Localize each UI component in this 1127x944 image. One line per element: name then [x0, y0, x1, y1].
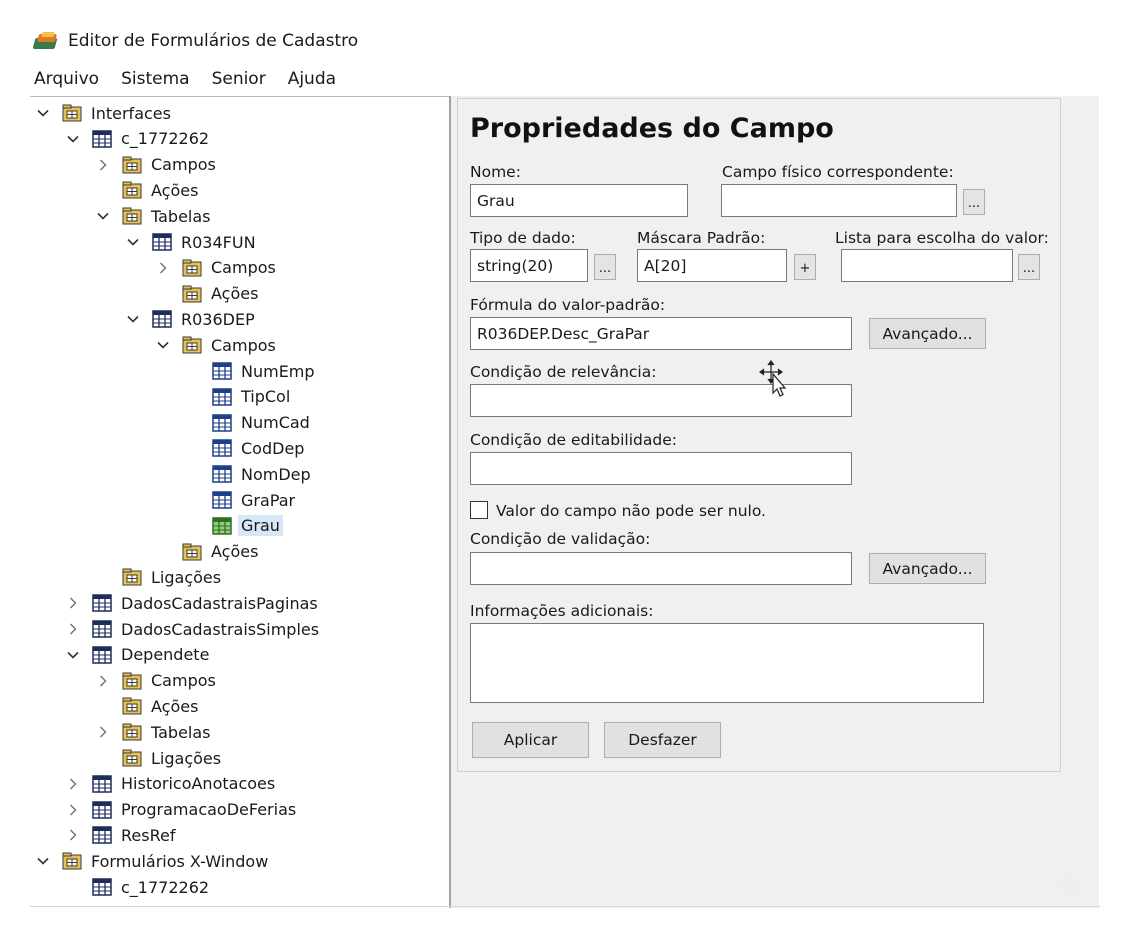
formula-advanced-button[interactable]: Avançado...: [869, 318, 986, 349]
tree-item-label: ResRef: [121, 825, 176, 845]
tree-item[interactable]: [36, 849, 271, 873]
info-textarea[interactable]: [470, 623, 984, 703]
menu-bar: [34, 67, 358, 93]
tree-item[interactable]: [66, 591, 321, 615]
chevron-down-icon[interactable]: [126, 235, 140, 249]
field-icon: [212, 414, 232, 432]
relevancia-label: Condição de relevância:: [470, 363, 657, 381]
folder-icon: [122, 697, 142, 715]
tree-item-label: Ações: [151, 180, 199, 200]
tree-item-label: HistoricoAnotacoes: [121, 774, 276, 794]
tree-item[interactable]: [186, 385, 293, 409]
table-icon: [92, 801, 112, 819]
chevron-right-icon[interactable]: [96, 158, 110, 172]
chevron-right-icon[interactable]: [96, 674, 110, 688]
tree-item-label: GraPar: [241, 490, 296, 510]
table-icon: [92, 594, 112, 612]
chevron-down-icon[interactable]: [156, 338, 170, 352]
field-icon: [212, 388, 232, 406]
tree-item[interactable]: [186, 436, 307, 460]
tree-item[interactable]: [66, 643, 212, 667]
tree-item-label: DadosCadastraisPaginas: [121, 593, 318, 613]
window-title: Editor de Formulários de Cadastro: [68, 31, 359, 51]
tree-item-label: c_1772262: [121, 129, 210, 149]
tree-item[interactable]: [96, 746, 224, 770]
mascara-add-button[interactable]: +: [794, 254, 816, 280]
field-selected-icon: [212, 517, 232, 535]
tree-item[interactable]: [66, 127, 212, 151]
tree-item[interactable]: [66, 772, 278, 796]
relevancia-field[interactable]: [470, 384, 852, 417]
sparkle-icon: [1046, 862, 1094, 910]
chevron-down-icon[interactable]: [66, 132, 80, 146]
tree-item[interactable]: [186, 359, 318, 383]
chevron-right-icon[interactable]: [66, 622, 80, 636]
folder-icon: [62, 852, 82, 870]
tree-item[interactable]: [66, 823, 178, 847]
tree-item-label: R034FUN: [181, 232, 256, 252]
tree-item-label: Formulários X-Window: [91, 851, 269, 871]
tree-item-label: DadosCadastraisSimples: [121, 619, 320, 639]
folder-icon: [122, 568, 142, 586]
info-label: Informações adicionais:: [470, 602, 654, 620]
tree-item-label: Campos: [151, 155, 216, 175]
apply-button[interactable]: Aplicar: [472, 722, 589, 758]
tree-item[interactable]: [96, 153, 219, 177]
editabilidade-field[interactable]: [470, 452, 852, 485]
chevron-down-icon[interactable]: [126, 312, 140, 326]
chevron-right-icon[interactable]: [66, 777, 80, 791]
campo-fisico-field[interactable]: [721, 184, 957, 217]
tree-item[interactable]: [96, 720, 214, 744]
validacao-field[interactable]: [470, 552, 852, 585]
table-icon: [92, 130, 112, 148]
tree-item[interactable]: [66, 875, 212, 899]
undo-button[interactable]: Desfazer: [604, 722, 721, 758]
folder-icon: [182, 543, 202, 561]
chevron-down-icon[interactable]: [36, 106, 50, 120]
tree-item[interactable]: [186, 462, 314, 486]
tree-item[interactable]: [156, 282, 261, 306]
move-cursor-icon: [759, 360, 789, 400]
chevron-down-icon[interactable]: [36, 854, 50, 868]
nome-label: Nome:: [470, 163, 521, 181]
folder-icon: [62, 104, 82, 122]
mascara-field[interactable]: A[20]: [637, 249, 787, 282]
nome-field[interactable]: Grau: [470, 184, 688, 217]
chevron-right-icon[interactable]: [66, 803, 80, 817]
tree-item-label: Campos: [211, 335, 276, 355]
tree-item[interactable]: [96, 204, 214, 228]
field-icon: [212, 491, 232, 509]
tree-item-label: Campos: [151, 671, 216, 691]
tree-item-label: ProgramacaoDeFerias: [121, 800, 297, 820]
table-icon: [92, 878, 112, 896]
tree-item-label: Ações: [151, 696, 199, 716]
tree-item[interactable]: [126, 307, 258, 331]
chevron-down-icon[interactable]: [96, 209, 110, 223]
tree-item-label: Ligações: [151, 567, 222, 587]
title-bar: [34, 28, 358, 54]
tree-item-label: Dependete: [121, 645, 210, 665]
menu-ajuda[interactable]: Ajuda: [287, 69, 337, 89]
tree-item[interactable]: [96, 669, 219, 693]
tree-item[interactable]: [186, 488, 298, 512]
editabilidade-label: Condição de editabilidade:: [470, 431, 677, 449]
tree-item-label: Grau: [238, 515, 283, 536]
tree-item-label: Ligações: [151, 748, 222, 768]
table-icon: [152, 310, 172, 328]
table-icon: [92, 646, 112, 664]
chevron-right-icon[interactable]: [96, 725, 110, 739]
folder-icon: [122, 723, 142, 741]
menu-arquivo[interactable]: Arquivo: [34, 69, 100, 89]
tipo-dado-field[interactable]: string(20): [470, 249, 588, 282]
folder-icon: [182, 336, 202, 354]
chevron-down-icon[interactable]: [66, 648, 80, 662]
tree-item[interactable]: [66, 617, 322, 641]
tree-item-label: Tabelas: [151, 206, 211, 226]
tipo-dado-browse-button[interactable]: ...: [594, 254, 616, 280]
tree-item[interactable]: [66, 798, 299, 822]
menu-sistema[interactable]: Sistema: [121, 69, 190, 89]
tree-item-label: Interfaces: [91, 103, 171, 123]
chevron-right-icon[interactable]: [66, 596, 80, 610]
folder-icon: [182, 259, 202, 277]
tree-item[interactable]: [96, 565, 224, 589]
validacao-label: Condição de validação:: [470, 530, 651, 548]
formula-label: Fórmula do valor-padrão:: [470, 296, 666, 314]
tree-item[interactable]: [156, 540, 261, 564]
field-icon: [212, 439, 232, 457]
nao-nulo-checkbox[interactable]: [470, 501, 488, 519]
tree-item[interactable]: [156, 333, 279, 357]
chevron-right-icon[interactable]: [66, 828, 80, 842]
tree-item-label: Ações: [211, 542, 259, 562]
tree-item-label: TipCol: [241, 387, 291, 407]
table-icon: [92, 826, 112, 844]
tree-item[interactable]: [96, 694, 201, 718]
lista-label: Lista para escolha do valor:: [835, 229, 1049, 247]
table-icon: [92, 620, 112, 638]
chevron-right-icon[interactable]: [156, 261, 170, 275]
nao-nulo-label: Valor do campo não pode ser nulo.: [496, 502, 766, 520]
tree-item-label: Campos: [211, 258, 276, 278]
tree-item[interactable]: [96, 178, 201, 202]
folder-icon: [122, 181, 142, 199]
validacao-advanced-button[interactable]: Avançado...: [869, 553, 986, 584]
tipo-dado-label: Tipo de dado:: [470, 229, 576, 247]
tree-item-label: Ações: [211, 284, 259, 304]
folder-icon: [122, 156, 142, 174]
table-icon: [92, 775, 112, 793]
field-icon: [212, 465, 232, 483]
folder-icon: [122, 672, 142, 690]
lista-field[interactable]: [841, 249, 1013, 282]
tree-item-label: NomDep: [241, 464, 311, 484]
field-icon: [212, 362, 232, 380]
tree-item-label: CodDep: [241, 438, 305, 458]
campo-fisico-label: Campo físico correspondente:: [722, 163, 954, 181]
bottom-border: [30, 906, 1100, 907]
mascara-label: Máscara Padrão:: [637, 229, 766, 247]
tree-item[interactable]: [126, 230, 259, 254]
folder-icon: [182, 285, 202, 303]
folder-icon: [122, 749, 142, 767]
page-title: Propriedades do Campo: [470, 113, 834, 144]
app-logo-icon: [34, 32, 58, 50]
tree-item-label: Tabelas: [151, 722, 211, 742]
folder-icon: [122, 207, 142, 225]
menu-senior[interactable]: Senior: [211, 69, 266, 89]
tree-item-label: R036DEP: [181, 309, 255, 329]
campo-fisico-browse-button[interactable]: ...: [963, 189, 985, 215]
table-icon: [152, 233, 172, 251]
formula-field[interactable]: R036DEP.Desc_GraPar: [470, 317, 852, 350]
tree-item[interactable]: [186, 514, 283, 538]
tree-item[interactable]: [156, 256, 279, 280]
tree-item[interactable]: [36, 101, 174, 125]
tree-item-label: NumEmp: [241, 361, 315, 381]
tree-item-label: c_1772262: [121, 877, 210, 897]
tree-item[interactable]: [186, 411, 313, 435]
tree-view[interactable]: [30, 96, 449, 909]
tree-item-label: NumCad: [241, 413, 310, 433]
lista-browse-button[interactable]: ...: [1018, 254, 1040, 280]
